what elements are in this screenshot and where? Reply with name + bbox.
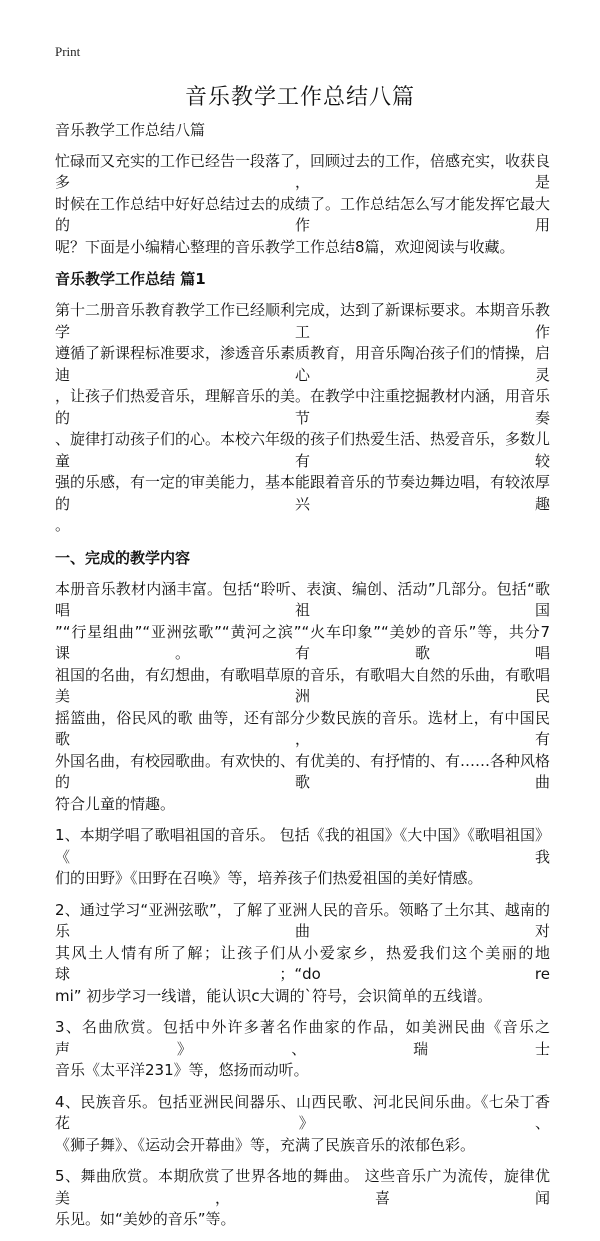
text-line: 其风土人情有所了解；让孩子们从小爱家乡，热爱我们这个美丽的地球；“do re — [55, 943, 550, 983]
text-line: 《狮子舞》、《运动会开幕曲》等，充满了民族音乐的浓郁色彩。 — [55, 1135, 476, 1154]
text-line: ”“行星组曲”“亚洲弦歌”“黄河之滨”“火车印象”“美妙的音乐”等，共分7课。有歌唱 — [55, 622, 550, 662]
subsection-heading: 一、完成的教学内容 — [55, 548, 191, 567]
list-item — [55, 900, 550, 1008]
text-line: 1、本期学唱了歌唱祖国的音乐。 包括《我的祖国》《大中国》《歌唱祖国》《我 — [55, 826, 550, 866]
text-line: 5、舞曲欣赏。本期欣赏了世界各地的舞曲。 这些音乐广为流传，旋律优美，喜闻 — [55, 1167, 550, 1207]
list-item — [55, 825, 550, 890]
text-line: 摇篮曲，俗民风的歌 曲等，还有部分少数民族的音乐。选材上，有中国民歌，有 — [55, 708, 550, 748]
text-line: 第十二册音乐教育教学工作已经顺利完成，达到了新课标要求。本期音乐教学工作 — [55, 301, 551, 341]
text-line: 呢？下面是小编精心整理的音乐教学工作总结8篇，欢迎阅读与收藏。 — [55, 237, 515, 256]
text-line: 祖国的名曲，有幻想曲，有歌唱草原的音乐，有歌唱大自然的乐曲，有歌唱美洲民 — [55, 665, 551, 705]
list-item — [55, 1166, 550, 1231]
content-paragraph — [55, 579, 550, 816]
section-heading: 音乐教学工作总结 篇1 — [55, 270, 206, 288]
text-line: 符合儿童的情趣。 — [55, 794, 176, 813]
text-line: 乐见。如“美妙的音乐”等。 — [55, 1210, 236, 1228]
text-line: 、旋律打动孩子们的心。本校六年级的孩子们热爱生活、热爱音乐，多数儿童有较 — [55, 430, 551, 470]
document-subtitle: 音乐教学工作总结八篇 — [55, 121, 206, 139]
document-body — [55, 120, 550, 1241]
list-item — [55, 1017, 550, 1082]
text-line: 时候在工作总结中好好总结过去的成绩了。工作总结怎么写才能发挥它最大的作用 — [55, 194, 551, 234]
text-line: 们的田野》《田野在召唤》等，培养孩子们热爱祖国的美好情感。 — [55, 869, 483, 887]
text-line: 4、民族音乐。包括亚洲民间器乐、山西民歌、河北民间乐曲。《七朵丁香花》、 — [55, 1092, 550, 1132]
print-link[interactable]: Print — [55, 44, 81, 59]
text-line: mi” 初步学习一线谱，能认识c大调的`符号，会识简单的五线谱。 — [55, 986, 493, 1005]
text-line: 外国名曲，有校园歌曲。有欢快的、有优美的、有抒情的、有……各种风格的歌曲 — [55, 751, 551, 791]
text-line: 音乐《太平洋231》等，悠扬而动听。 — [55, 1061, 309, 1079]
section-paragraph — [55, 300, 550, 537]
text-line: 2、通过学习“亚洲弦歌”，了解了亚洲人民的音乐。领略了土尔其、越南的乐曲对 — [55, 900, 550, 940]
document-title: 音乐教学工作总结八篇 — [184, 85, 415, 110]
text-line: 。 — [55, 516, 71, 534]
text-line: 忙碌而又充实的工作已经告一段落了，回顾过去的工作，倍感充实，收获良多，是 — [55, 151, 551, 191]
intro-paragraph — [55, 151, 550, 259]
text-line: 本册音乐教材内涵丰富。包括“聆听、表演、编创、活动”几部分。包括“歌唱祖国 — [55, 579, 550, 619]
text-line: 遵循了新课程标准要求，渗透音乐素质教育，用音乐陶冶孩子们的情操，启迪心灵 — [55, 344, 551, 384]
text-line: ，让孩子们热爱音乐，理解音乐的美。在教学中注重挖掘教材内涵，用音乐的节奏 — [55, 387, 551, 427]
text-line: 3、名曲欣赏。包括中外许多著名作曲家的作品，如美洲民曲《音乐之声》、瑞士 — [55, 1018, 550, 1058]
list-item — [55, 1092, 550, 1157]
text-line: 强的乐感，有一定的审美能力，基本能跟着音乐的节奏边舞边唱，有较浓厚的兴趣 — [55, 473, 551, 513]
